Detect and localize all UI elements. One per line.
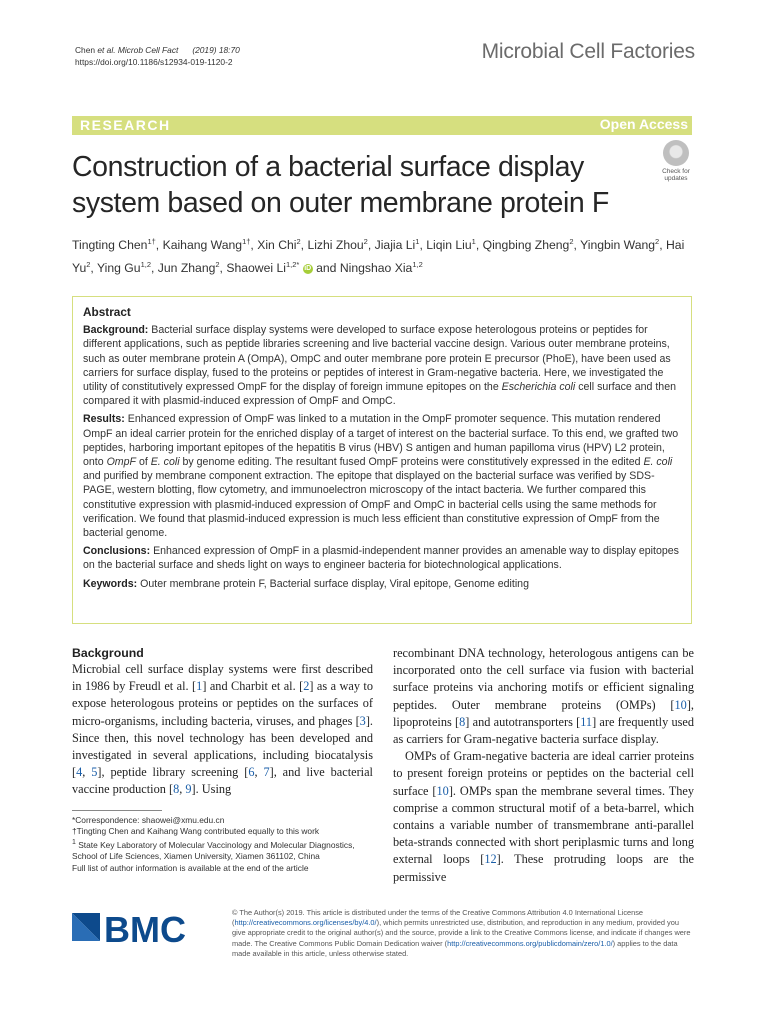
reference-link[interactable]: 8 (459, 714, 466, 729)
body-text: ], lipoproteins [ (393, 697, 694, 729)
results-italic: E. coli (150, 456, 180, 469)
bmc-logo-text: BMC (104, 909, 186, 950)
background-text-end: cell surface and then compared it with plasmid-induced expression of OmpF and OmpC. (83, 381, 676, 408)
reference-link[interactable]: 2 (303, 679, 310, 694)
citation-authors: Chen (75, 45, 96, 55)
license-part: ) applies to the data made available in this article, unless otherwise stated. (232, 938, 678, 958)
equal-contribution-note: †Tingting Chen and Kaihang Wang contributed equally to this work (72, 826, 320, 837)
reference-link[interactable]: 4 (76, 765, 83, 780)
reference-link[interactable]: 5 (91, 765, 98, 780)
author-name: Kaihang Wang (162, 238, 243, 253)
body-text: ] and Charbit et al. [ (202, 679, 304, 694)
results-text: and purified by membrane component extraction. The epitope that displayed on the bacterial surface was verified by SDS-PAGE, western blotting, flow cytometry, and immunoelectron microscopy of the intact bacteria. We further compared this constitutive expression with plasmid-induced expression of OmpF and OmpC in bacterial cells using the same methods for verification. We found that plasmid-induced expression is much less efficient than constitutive expression of OmpF from the bacterial genome. (83, 470, 660, 540)
citation-year: (2019) 18:70 (192, 45, 240, 55)
orcid-icon[interactable]: iD (304, 264, 312, 272)
author-name: Tingting Chen (72, 238, 148, 253)
results-text: of (136, 456, 151, 469)
reference-link[interactable]: 3 (359, 713, 366, 728)
footnote-rule (72, 810, 162, 811)
author-affiliation: 2 (215, 260, 220, 270)
body-left-column (72, 645, 373, 799)
article-title: Construction of a bacterial surface display system based on outer membrane protein F (72, 151, 609, 219)
results-text: by genome editing. The resultant fused OmpF proteins were constitutively expressed in the edited (179, 456, 644, 469)
author-affiliation: 2 (569, 237, 574, 246)
body-text: recombinant DNA technology, heterologous antigens can be incorporated onto the cell surface via fusion with bacterial surface proteins via anchoring motifs or efficient signaling peptides. Outer membrane proteins (OMPs) [ (393, 646, 694, 712)
abstract-box (72, 296, 692, 624)
correspondence-note: *Correspondence: shaowei@xmu.edu.cn (72, 815, 225, 825)
license-link[interactable]: http://creativecommons.org/licenses/by/4.0/ (234, 918, 377, 928)
reference-link[interactable]: 1 (196, 679, 203, 694)
bmc-logo (72, 905, 222, 955)
body-right-column (393, 645, 694, 886)
results-italic: OmpF (106, 456, 136, 469)
article-type-banner (72, 116, 692, 135)
body-text: Microbial cell surface display systems were first described in 1986 by Freudl et al. [ (72, 662, 373, 694)
body-text: ]. These protruding loops are the permissive (393, 852, 694, 884)
check-updates-icon (663, 140, 689, 166)
author-affiliation: 2 (296, 237, 301, 246)
author-affiliation: 1,2 (412, 260, 423, 270)
author-name: Shaowei Li (226, 261, 286, 276)
conclusions-label: Conclusions: (83, 545, 151, 558)
author-name: Lizhi Zhou (307, 238, 364, 253)
reference-link[interactable]: 12 (484, 852, 497, 867)
author-name: Xin Chi (257, 238, 297, 253)
footnotes (72, 815, 372, 874)
author-affiliation: 1† (147, 237, 156, 246)
affiliation-note (72, 837, 372, 862)
reference-link[interactable]: 10 (436, 783, 449, 798)
body-text: , (82, 765, 92, 780)
license-text (232, 908, 692, 959)
abstract-results (83, 412, 681, 540)
author-name: Liqin Liu (426, 238, 472, 253)
body-text: ]. Since then, this novel technology has been developed and investigated in several applications, including biocatalysis [ (72, 713, 373, 780)
body-text: ] and autotransporters [ (465, 714, 581, 729)
body-text: ] as a way to expose heterologous proteins or peptides on the surfaces of micro-organisms, including bacteria, viruses, and phages [ (72, 679, 373, 728)
abstract-conclusions (83, 544, 681, 572)
reference-link[interactable]: 11 (580, 714, 593, 729)
license-part: © The Author(s) 2019. This article is distributed under the terms of the Creative Commons Attribution 4.0 International License ( (232, 908, 644, 928)
author-name: Yingbin Wang (580, 238, 656, 253)
author-name: Ying Gu (96, 261, 141, 276)
check-for-updates-badge[interactable] (657, 140, 695, 182)
body-paragraph (393, 645, 694, 748)
author-name: Jiajia Li (374, 238, 416, 253)
affiliation-text: State Key Laboratory of Molecular Vaccinology and Molecular Diagnostics, School of Life Sciences, Xiamen University, Xiamen 361102, China (72, 840, 355, 862)
public-domain-link[interactable]: http://creativecommons.org/publicdomain/zero/1.0/ (447, 938, 613, 948)
author-affiliation: 2 (655, 237, 660, 246)
author-name: Qingbing Zheng (482, 238, 570, 253)
body-text: ]. Using (191, 782, 232, 797)
results-text: Enhanced expression of OmpF was linked to a mutation in the OmpF promoter sequence. This mutation rendered OmpF an ideal carrier protein for the enriched display of a target of interest on the bacterial surface. To this end, we grafted two peptides, harboring important epitopes of the hepatitis B virus (HBV) S antigen and human papilloma virus (HPV) L2 protein, onto (83, 413, 679, 469)
background-italic: Escherichia coli (501, 381, 576, 394)
authors-and: and (316, 261, 337, 276)
citation-journal: et al. Microb Cell Fact (97, 45, 179, 55)
open-access-label: Open Access (599, 116, 688, 132)
author-affiliation: 1,2* (285, 260, 300, 270)
doi-link[interactable]: https://doi.org/10.1186/s12934-019-1120-2 (75, 57, 233, 67)
affiliation-number: 1 (72, 839, 76, 847)
body-text: ], peptide library screening [ (97, 765, 249, 780)
body-paragraph (393, 748, 694, 886)
keywords-text: Outer membrane protein F, Bacterial surface display, Viral epitope, Genome editing (140, 577, 529, 590)
abstract-heading: Abstract (83, 305, 131, 319)
section-heading-background: Background (72, 646, 144, 660)
check-updates-line2: updates (664, 175, 688, 182)
background-label: Background: (83, 324, 149, 337)
author-affiliation: 2 (86, 260, 91, 270)
author-affiliation: 2 (363, 237, 368, 246)
body-text: ], and live bacterial vaccine production [ (72, 765, 373, 797)
license-part: ), which permits unrestricted use, distribution, and reproduction in any medium, provided you give appropriate credit to the original author(s) and the source, provide a link to the Creative Commons license, and indicate if changes were made. The Creative Commons Public Domain Dedication waiver ( (232, 918, 691, 948)
reference-link[interactable]: 6 (248, 765, 255, 780)
check-updates-line1: Check for (662, 168, 690, 175)
abstract-keywords (83, 577, 681, 591)
reference-link[interactable]: 9 (185, 782, 192, 797)
citation-header (75, 44, 240, 68)
author-name: Ningshao Xia (339, 261, 413, 276)
reference-link[interactable]: 7 (263, 765, 270, 780)
background-text: Bacterial surface display systems were developed to surface expose heterologous proteins or peptides for different applications, such as peptide libraries screening and live bacterial vaccine design. Various outer membrane proteins, such as outer membrane protein A (OmpA), OmpC and outer membrane pore protein E precursor (PhoE), have been used as carriers for surface display, fused to the proteins or peptides of interest in Gram-negative bacteria. Here, we investigated the utility of constitutively expressed OmpF for the display of foreign immune epitopes on the (83, 324, 671, 394)
author-list: Tingting Chen$^{1\dagger}$, Kaihang Wang$^{1\dagger}$, Xin Chi$^2$, Lizhi Zhou$^2$, Jiajia Li$^1$, Liqin Liu$^1$, Qingbing Zheng$^2$, Yingbin Wang$^2$, Hai Yu$^2$, Ying Gu$^{1,2}$, Jun Zhang$^2$, Shaowei $Li^{1,2*}$ iD and Ningshao Xia$^{1,2}$ (72, 237, 685, 276)
abstract-background (83, 323, 681, 408)
author-affiliation: 1,2 (140, 260, 151, 270)
body-paragraph (72, 661, 373, 799)
body-text: , (179, 782, 186, 797)
body-text: , (254, 765, 264, 780)
author-name: Jun Zhang (157, 261, 216, 276)
results-italic: E. coli (643, 456, 673, 469)
reference-link[interactable]: 8 (173, 782, 180, 797)
reference-link[interactable]: 10 (674, 697, 687, 712)
full-author-info-note: Full list of author information is available at the end of the article (72, 862, 309, 873)
body-text: ]. OMPs span the membrane several times. They comprise a common structural motif of a beta-barrel, which contains a variable number of transmembrane anti-parallel beta-strands connected with short periplasmic turns and long external loops [ (393, 783, 694, 867)
author-name: Hai Yu (72, 238, 685, 276)
keywords-label: Keywords: (83, 577, 138, 590)
author-affiliation: 1 (415, 237, 420, 246)
author-affiliation: 1† (242, 237, 251, 246)
author-affiliation: 1 (471, 237, 476, 246)
results-label: Results: (83, 413, 125, 426)
article-type-label: RESEARCH (80, 117, 171, 133)
body-text: ] are frequently used as carriers for Gram-negative bacteria surface display. (393, 714, 695, 747)
body-text: OMPs of Gram-negative bacteria are ideal carrier proteins to present foreign proteins or peptides on the bacterial cell surface [ (393, 749, 694, 798)
conclusions-text: Enhanced expression of OmpF in a plasmid-independent manner provides an amenable way to display epitopes on the bacterial surface and sheds light on ways to engineer bacteria for biotechnological applications. (83, 545, 679, 572)
journal-name: Microbial Cell Factories (481, 40, 695, 63)
